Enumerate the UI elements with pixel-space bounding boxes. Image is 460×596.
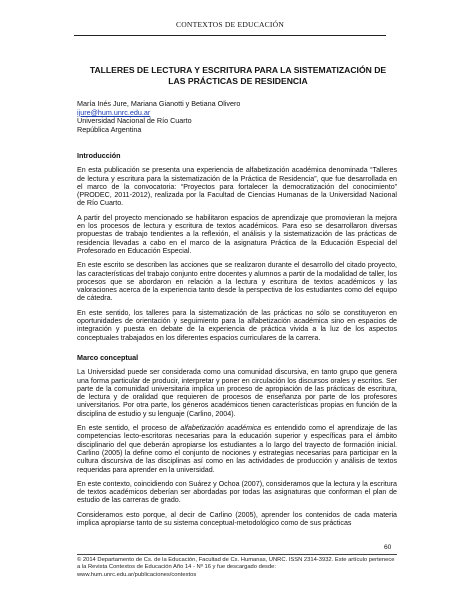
- paragraph: [77, 424, 397, 474]
- paragraph: En este sentido, los talleres para la sistematización de las prácticas no sólo se constituyeron en oportunidades de orientación y seguimiento para la alfabetización académica sino en espacios de integración y puesta en debate de la experiencia de práctica vivida a la luz de los aspectos conceptuales trabajados en los diferentes espacios curriculares de la carrera.: [77, 308, 397, 342]
- author-names: María Inés Jure, Mariana Gianotti y Betiana Olivero: [77, 99, 241, 108]
- header-rule: [74, 35, 386, 36]
- footer-rule: [77, 554, 397, 555]
- author-country: República Argentina: [77, 124, 142, 134]
- paragraph: La Universidad puede ser considerada como una comunidad discursiva, en tanto grupo que genera una forma particular de producir, interpretar y poner en circulación los discursos orales y escritos. Ser parte de la comunidad universitaria implica un proceso de apropiación de las prácticas de escritura, de lectura y de oralidad que requieren de procesos de enseñanza por parte de los profesores universitarios. Por otra parte, los géneros académicos tienen características propias en función de la disciplina de estudio y su lenguaje (Carlino, 2004).: [77, 368, 397, 418]
- paragraph: A partir del proyecto mencionado se habilitaron espacios de aprendizaje que promovieran la mejora en los procesos de lectura y escritura de textos académicos. Para eso se desarrollaron diversas propuestas de trabajo tendientes a la reflexión, el análisis y la sistematización de las prácticas de residencia llevadas a cabo en el marco de la asignatura Práctica de la Educación Especial del Profesorado en Educación Especial.: [77, 213, 397, 255]
- footer: [77, 557, 397, 579]
- article-title: [70, 65, 406, 86]
- footer-line-1: © 2014 Departamento de Cs. de la Educación, Facultad de Cs. Humanas, UNRC. ISSN 2314-3932. Este artículo pertenece: [77, 557, 395, 563]
- paragraph: En este contexto, coincidiendo con Suárez y Ochoa (2007), consideramos que la lectura y la escritura de textos académicos deberían ser abordadas por todas las asignaturas que conforman el plan de estudio de las carreras de grado.: [77, 479, 397, 505]
- section-heading-marco-conceptual: Marco conceptual: [77, 352, 139, 362]
- author-block: [77, 100, 397, 134]
- title-line-2: LAS PRÁCTICAS DE RESIDENCIA: [168, 75, 308, 86]
- paragraph: Consideramos esto porque, al decir de Carlino (2005), aprender los contenidos de cada materia implica apropiarse tanto de su sistema conceptual-metodológico como de sus prácticas: [77, 510, 397, 527]
- footer-line-3: www.hum.unrc.edu.ar/publicaciones/contextos: [77, 571, 197, 578]
- paragraph-text: En este sentido, el proceso de: [77, 424, 181, 433]
- emphasized-term: alfabetización académica: [180, 424, 262, 433]
- page-number: 60: [384, 544, 392, 551]
- article-body: [77, 152, 397, 533]
- running-head: CONTEXTOS DE EDUCACIÓN: [175, 20, 285, 29]
- footer-line-2: a la Revista Contextos de Educación Año 14 - Nº 16 y fue descargado desde:: [77, 564, 277, 571]
- author-email-link[interactable]: ijure@hum.unrc.edu.ar: [77, 107, 151, 117]
- author-university: Universidad Nacional de Río Cuarto: [77, 116, 192, 126]
- title-line-1: TALLERES DE LECTURA Y ESCRITURA PARA LA SISTEMATIZACIÓN DE: [89, 65, 387, 75]
- paragraph: En esta publicación se presenta una experiencia de alfabetización académica denominada “Talleres de lectura y escritura para la sistematización de la Práctica de Residencia”, que fue desarrollada en el marco de la convocatoria: “Proyectos para fortalecer la democratización del conocimiento” (PRODEC, 2011-2012), realizada por la Facultad de Ciencias Humanas de la Universidad Nacional de Río Cuarto.: [77, 166, 397, 208]
- section-heading-introduction: Introducción: [77, 151, 121, 160]
- paragraph: En este escrito se describen las acciones que se realizaron durante el desarrollo del citado proyecto, las características del trabajo conjunto entre docentes y alumnos a partir de la modalidad de taller, los procesos que se abordaron en relación a la lectura y escritura de textos académicos y las valoraciones acerca de la experiencia tanto desde la perspectiva de los estudiantes como del equipo de cátedra.: [77, 261, 397, 303]
- paragraph-text: es entendido como el aprendizaje de las competencias lecto-escritoras necesarias para la educación superior y específicas para el ámbito disciplinario del que deberán apropiarse los estudiantes a lo largo del trayecto de formación inicial. Carlino (2005) la define como el conjunto de nociones y estrategias necesarias para participar en la cultura discursiva de las disciplinas así como en las actividades de producción y análisis de textos requeridas para aprender en la universidad.: [77, 424, 397, 474]
